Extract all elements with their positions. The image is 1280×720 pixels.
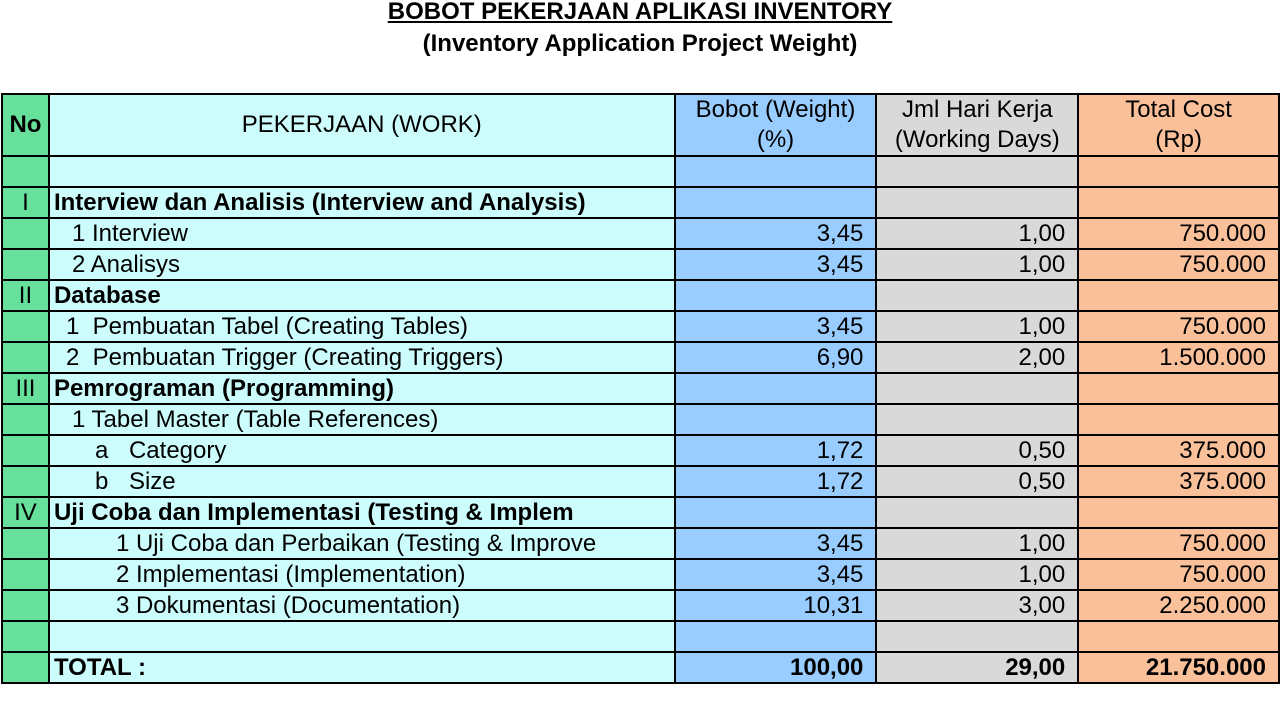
- work-item: [49, 342, 675, 373]
- work-item: [49, 590, 675, 621]
- weight-cell: 6,90: [675, 342, 877, 373]
- item-number: a: [94, 437, 109, 464]
- table-row: [2, 156, 1279, 187]
- item-label: Category: [128, 437, 227, 464]
- cost-cell: 750.000: [1078, 559, 1279, 590]
- item-number: 1: [65, 313, 80, 340]
- days-cell: 0,50: [876, 435, 1078, 466]
- days-cell: 0,50: [876, 466, 1078, 497]
- row-no: IV: [2, 497, 49, 528]
- cost-cell: 750.000: [1078, 528, 1279, 559]
- item-label: Dokumentasi (Documentation): [135, 592, 461, 619]
- item-label: Interview: [91, 220, 189, 247]
- weight-cell: 10,31: [675, 590, 877, 621]
- header-weight-line1: Bobot (Weight): [675, 94, 877, 125]
- header-days-line1: Jml Hari Kerja: [876, 94, 1078, 125]
- table-row: [2, 404, 1279, 435]
- header-no: No: [2, 94, 49, 156]
- days-cell: 2,00: [876, 342, 1078, 373]
- total-cost: 21.750.000: [1078, 652, 1279, 683]
- item-number: 1: [115, 530, 130, 557]
- item-label: Analisys: [90, 251, 181, 278]
- item-label: Size: [128, 468, 176, 495]
- table-row: [2, 218, 1279, 249]
- cost-cell: 1.500.000: [1078, 342, 1279, 373]
- weight-cell: 1,72: [675, 466, 877, 497]
- item-number: 2: [71, 251, 86, 278]
- work-item: [49, 404, 675, 435]
- header-weight-line2: (%): [675, 125, 877, 156]
- page-title: BOBOT PEKERJAAN APLIKASI INVENTORY: [387, 0, 893, 25]
- cost-cell: 2.250.000: [1078, 590, 1279, 621]
- table-row: [2, 342, 1279, 373]
- item-number: 3: [115, 592, 130, 619]
- page-subtitle: (Inventory Application Project Weight): [422, 30, 858, 57]
- item-label: Implementasi (Implementation): [135, 561, 466, 588]
- table-row: [2, 373, 1279, 404]
- header-cost-line1: Total Cost: [1078, 94, 1279, 125]
- item-label: Pembuatan Tabel (Creating Tables): [92, 313, 468, 340]
- work-item: [49, 435, 675, 466]
- total-row: [2, 652, 1279, 683]
- row-no: I: [2, 187, 49, 218]
- item-label: Pembuatan Trigger (Creating Triggers): [92, 344, 504, 371]
- table-row: [2, 466, 1279, 497]
- table-row: [2, 497, 1279, 528]
- section-title: Pemrograman (Programming): [49, 373, 675, 404]
- days-cell: 1,00: [876, 311, 1078, 342]
- work-item: [49, 249, 675, 280]
- header-days-line2: (Working Days): [876, 125, 1078, 156]
- header-work: PEKERJAAN (WORK): [49, 94, 675, 156]
- item-number: 1: [71, 220, 86, 247]
- work-item: [49, 311, 675, 342]
- weight-cell: 1,72: [675, 435, 877, 466]
- cost-cell: 375.000: [1078, 466, 1279, 497]
- days-cell: 3,00: [876, 590, 1078, 621]
- section-title: Interview dan Analisis (Interview and Analysis): [49, 187, 675, 218]
- item-label: Uji Coba dan Perbaikan (Testing & Improve: [135, 530, 597, 557]
- section-title: Database: [49, 280, 675, 311]
- work-item: [49, 528, 675, 559]
- days-cell: 1,00: [876, 249, 1078, 280]
- work-item: [49, 466, 675, 497]
- table-row: [2, 621, 1279, 652]
- weight-cell: 3,45: [675, 249, 877, 280]
- table-row: [2, 559, 1279, 590]
- table-row: [2, 249, 1279, 280]
- days-cell: 1,00: [876, 218, 1078, 249]
- work-item: [49, 218, 675, 249]
- total-days: 29,00: [876, 652, 1078, 683]
- work-item: [49, 559, 675, 590]
- cost-cell: 375.000: [1078, 435, 1279, 466]
- item-number: b: [94, 468, 109, 495]
- section-title: Uji Coba dan Implementasi (Testing & Implem: [49, 497, 675, 528]
- item-number: 2: [115, 561, 130, 588]
- table-row: [2, 435, 1279, 466]
- header-cost-line2: (Rp): [1078, 125, 1279, 156]
- table-row: [2, 528, 1279, 559]
- row-no: II: [2, 280, 49, 311]
- weight-cell: 3,45: [675, 218, 877, 249]
- row-no: III: [2, 373, 49, 404]
- days-cell: 1,00: [876, 528, 1078, 559]
- cost-cell: 750.000: [1078, 311, 1279, 342]
- weight-cell: 3,45: [675, 559, 877, 590]
- project-weight-table: [1, 93, 1280, 684]
- table-row: [2, 311, 1279, 342]
- total-label: TOTAL :: [49, 652, 675, 683]
- days-cell: 1,00: [876, 559, 1078, 590]
- table-row: [2, 590, 1279, 621]
- item-number: 2: [65, 344, 80, 371]
- table-row: [2, 187, 1279, 218]
- cost-cell: 750.000: [1078, 218, 1279, 249]
- weight-cell: 3,45: [675, 311, 877, 342]
- total-weight: 100,00: [675, 652, 877, 683]
- item-label: Tabel Master (Table References): [91, 406, 439, 433]
- cost-cell: 750.000: [1078, 249, 1279, 280]
- item-number: 1: [71, 406, 86, 433]
- table-row: [2, 280, 1279, 311]
- weight-cell: 3,45: [675, 528, 877, 559]
